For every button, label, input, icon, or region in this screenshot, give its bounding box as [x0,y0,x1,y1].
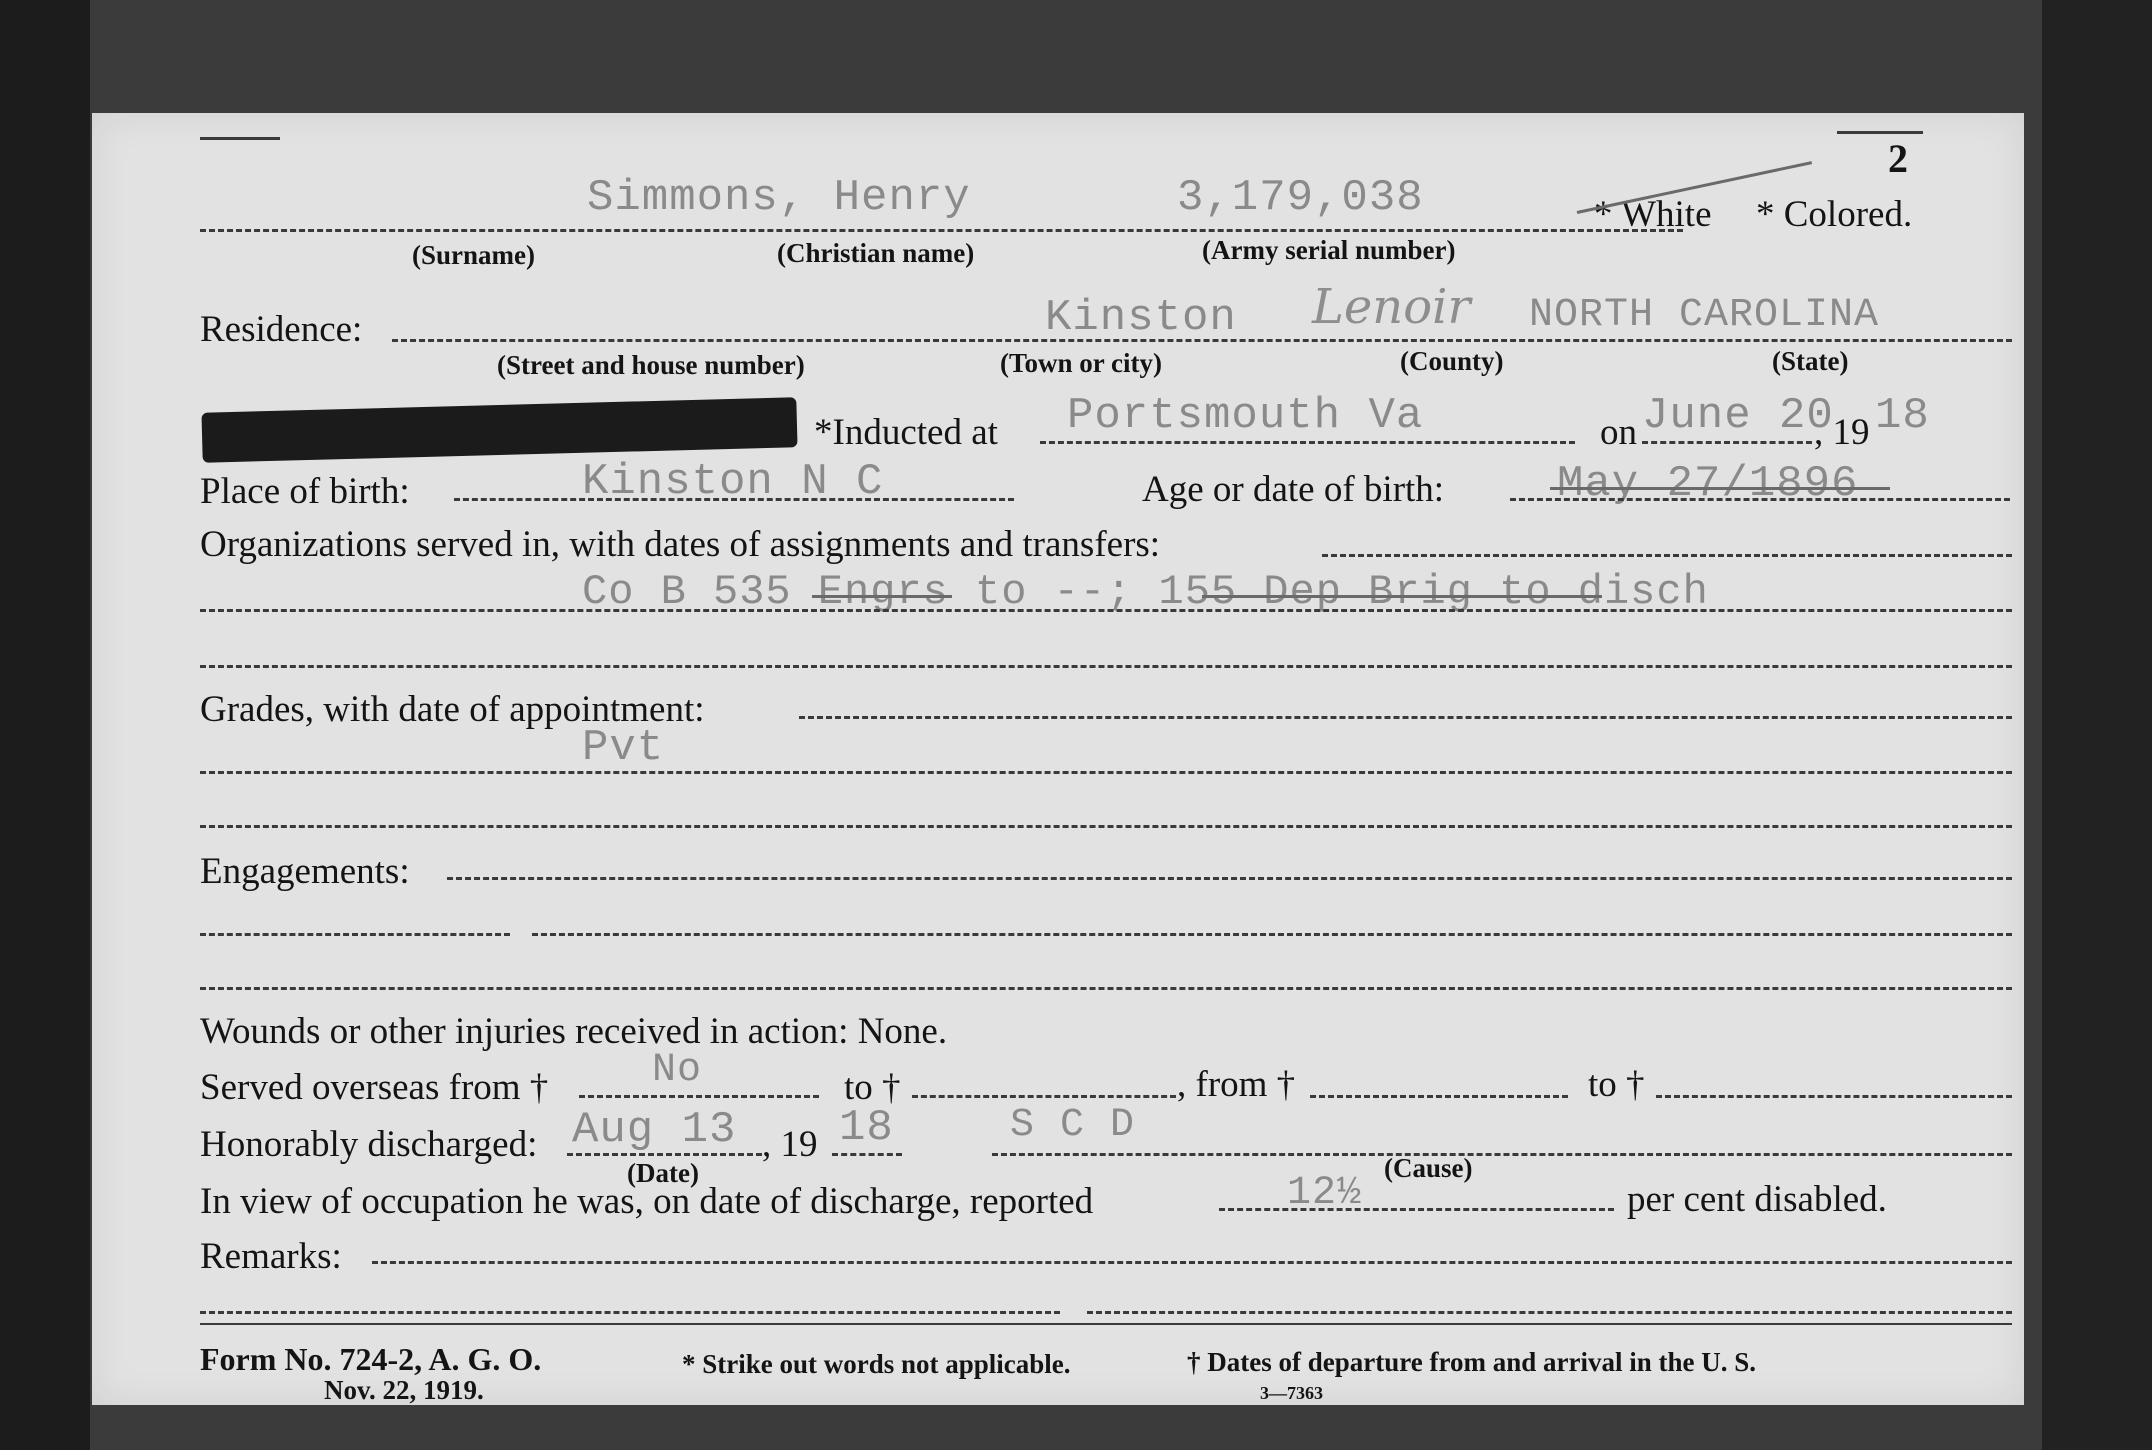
cause-caption: (Cause) [1384,1153,1473,1183]
street-caption: (Street and house number) [497,350,805,380]
footer-rule [200,1323,2012,1325]
occupation-label: In view of occupation he was, on date of discharge, reported [200,1181,1094,1222]
overseas-from2-label: , from † [1177,1064,1296,1105]
inducted-line [1040,441,1575,444]
overseas-to-label: to † [844,1067,901,1108]
overseas-from-label: Served overseas from † [200,1067,549,1108]
induction-date: June 20 [1642,391,1834,441]
serial-value: 3,179,038 [1177,173,1424,223]
surname-caption: (Surname) [412,240,535,270]
birth-place-value: Kinston N C [582,457,884,507]
race-colored: * Colored. [1756,194,1913,235]
remarks-line-2b [1087,1311,2012,1314]
state-caption: (State) [1772,346,1849,376]
residence-town: Kinston [1045,293,1237,343]
discharge-date: Aug 13 [572,1105,737,1155]
induction-date-line [1642,441,1812,444]
top-left-mark [200,137,280,140]
name-line [200,229,1683,232]
engagements-line-2a [200,933,510,936]
remarks-line-1 [372,1261,2012,1264]
remarks-line-2a [200,1311,1060,1314]
remarks-label: Remarks: [200,1236,342,1277]
overseas-to2-label: to † [1588,1064,1645,1105]
organizations-value: Co B 535 Engrs to --; 155 Dep Brig to disch [582,568,1709,616]
residence-label: Residence: [200,309,363,350]
birth-date-strike [1550,487,1890,490]
age-label: Age or date of birth: [1142,469,1445,510]
discharge-year-line [832,1153,902,1156]
dates-note: † Dates of departure from and arrival in the U. S. [1187,1347,1756,1377]
age-line [1510,498,2010,501]
organizations-strike-1 [812,595,952,598]
engagements-line-3 [200,987,2012,990]
inducted-label: *Inducted at [814,412,998,453]
discharge-year-prefix: , 19 [762,1124,818,1165]
grades-line-1 [799,716,2012,719]
top-right-mark [1837,131,1923,134]
organizations-label: Organizations served in, with dates of assignments and transfers: [200,524,1161,565]
overseas-line-2 [912,1095,1176,1098]
organizations-strike-2 [1202,595,1602,598]
card-number: 2 [1888,136,1908,181]
disabled-label: per cent disabled. [1627,1179,1887,1220]
birth-date-value: May 27/1896 [1557,459,1859,509]
organizations-line-1 [1322,554,2012,557]
engagements-label: Engagements: [200,851,410,892]
inducted-place: Portsmouth Va [1067,391,1424,441]
overseas-line-4 [1656,1095,2012,1098]
name-value: Simmons, Henry [587,173,971,223]
race-white: * White [1594,194,1712,235]
discharged-label: Honorably discharged: [200,1124,538,1165]
grades-line-2 [200,771,2012,774]
occupation-line [1219,1208,1614,1211]
residence-state: NORTH CAROLINA [1529,293,1880,338]
grades-line-3 [200,825,2012,828]
on-label: on [1600,412,1637,453]
grades-label: Grades, with date of appointment: [200,689,705,730]
form-number: Form No. 724-2, A. G. O. [200,1341,542,1377]
scanner-frame-left [0,0,90,1450]
strike-note: * Strike out words not applicable. [682,1349,1071,1379]
residence-county: Lenoir [1312,279,1471,335]
residence-line [392,339,2012,342]
service-record-card [92,113,2024,1405]
overseas-value: No [652,1048,703,1093]
discharge-cause: S C D [1010,1103,1136,1148]
date-caption: (Date) [627,1158,699,1188]
discharge-year: 18 [839,1103,894,1153]
birth-place-label: Place of birth: [200,471,410,512]
print-code: 3—7363 [1260,1383,1323,1403]
serial-caption: (Army serial number) [1202,235,1456,265]
discharge-date-line [567,1153,762,1156]
christian-caption: (Christian name) [777,238,975,268]
form-date: Nov. 22, 1919. [324,1375,484,1405]
town-caption: (Town or city) [1000,348,1162,378]
engagements-line-1 [447,877,2012,880]
organizations-line-3 [200,665,2012,668]
wounds-label: Wounds or other injuries received in action: None. [200,1011,948,1052]
county-caption: (County) [1400,346,1504,376]
engagements-line-2b [532,933,2012,936]
discharge-cause-line [992,1153,2012,1156]
grade-value: Pvt [582,723,665,773]
year-prefix: , 19 [1814,412,1870,453]
overseas-line-1 [579,1095,819,1098]
overseas-line-3 [1310,1095,1568,1098]
scanner-frame-right [2042,0,2152,1450]
induction-year: 18 [1875,391,1930,441]
disability-value: 12½ [1287,1171,1363,1216]
organizations-line-2 [200,609,2012,612]
birth-place-line [454,498,1014,501]
